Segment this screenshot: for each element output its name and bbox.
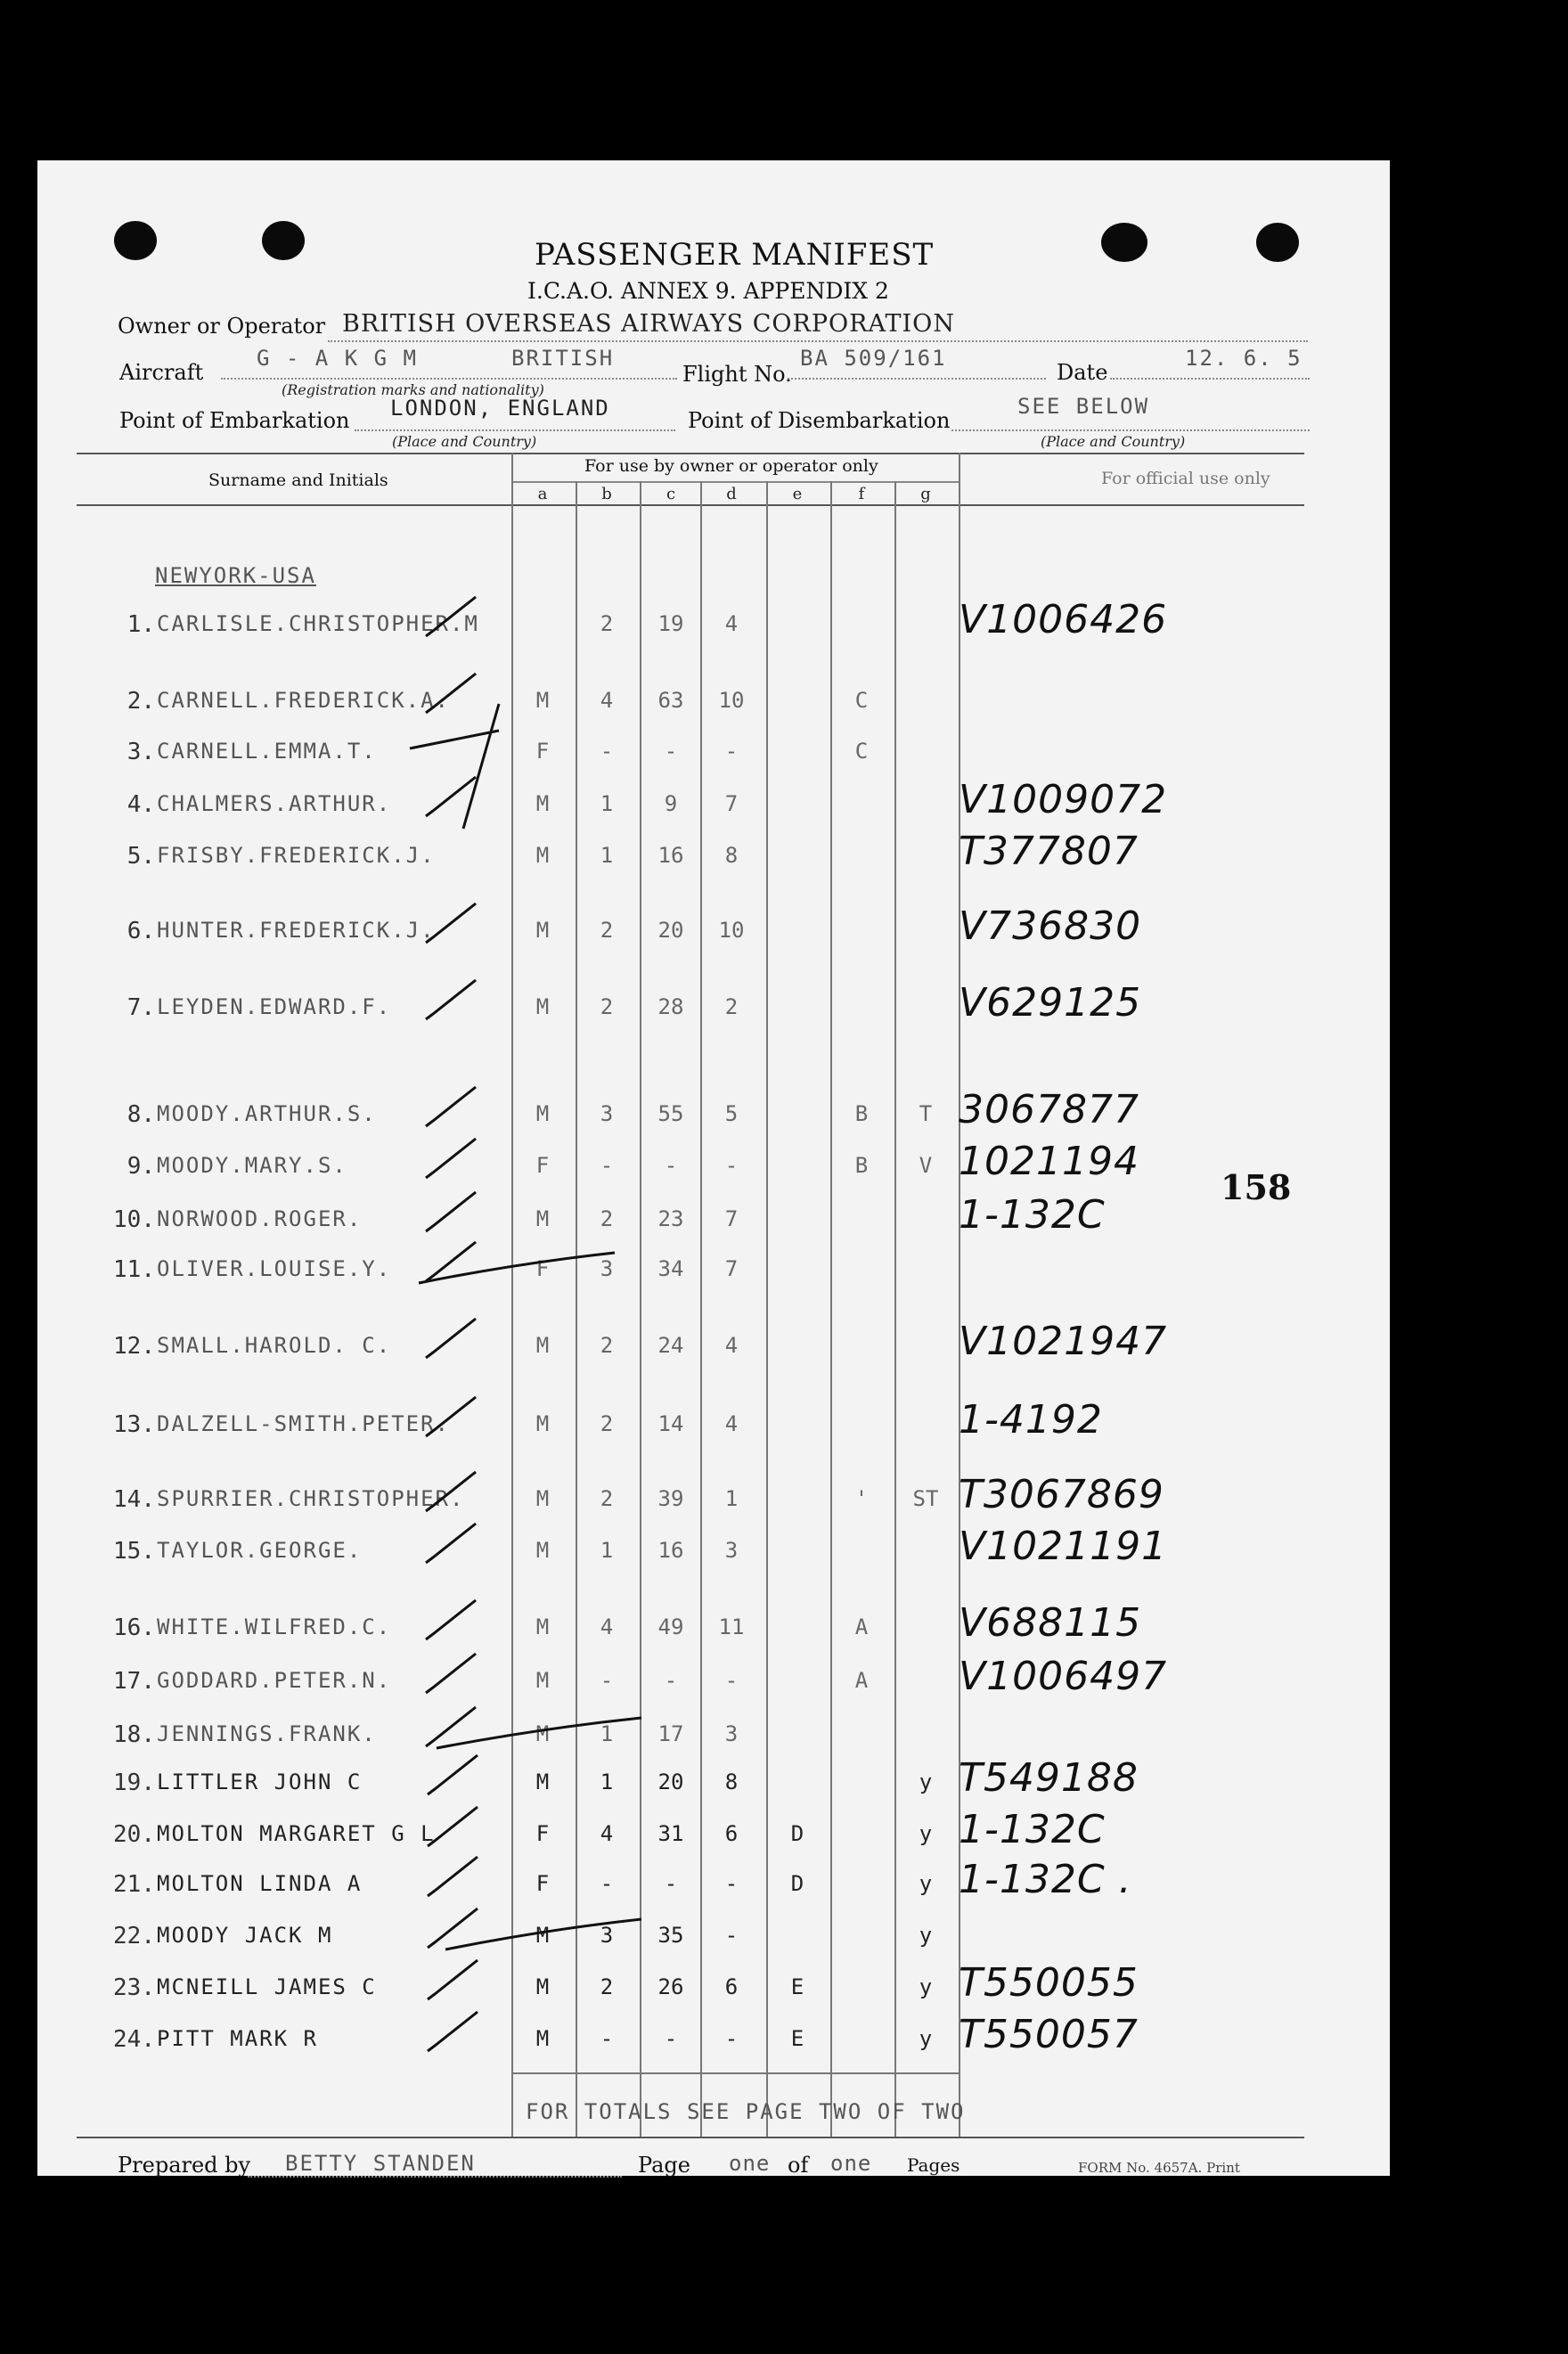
checkmark-icon	[426, 1654, 476, 1693]
totals-note: FOR TOTALS SEE PAGE TWO OF TWO	[526, 2099, 966, 2124]
cell-d: 7	[724, 791, 739, 816]
cell-f: '	[854, 1486, 869, 1511]
owner-label: Owner or Operator	[118, 314, 326, 339]
column-header-c: c	[666, 485, 676, 503]
row-number: 19.	[113, 1770, 155, 1796]
column-header-e: e	[792, 485, 803, 503]
cell-d: -	[724, 1923, 739, 1948]
cell-c: 20	[657, 1770, 684, 1794]
official-entry: T3067869	[959, 1472, 1164, 1517]
date-label: Date	[1057, 360, 1108, 385]
passenger-name: LEYDEN.EDWARD.F.	[157, 994, 392, 1019]
cell-a: M	[535, 1614, 550, 1639]
section-label: NEWYORK-USA	[155, 563, 316, 588]
cell-b: 2	[600, 611, 614, 636]
cell-c: 35	[657, 1923, 684, 1948]
page-label: Page	[638, 2153, 690, 2178]
passenger-name: NORWOOD.ROGER.	[157, 1206, 363, 1231]
row-number: 24.	[113, 2026, 155, 2053]
cell-b: 2	[600, 1974, 614, 1999]
checkmark-icon	[426, 903, 476, 943]
surname-header: Surname and Initials	[208, 470, 388, 490]
cell-a: M	[535, 1770, 550, 1794]
passenger-name: MOLTON MARGARET G L	[157, 1821, 436, 1846]
owner-value: BRITISH OVERSEAS AIRWAYS CORPORATION	[342, 310, 955, 338]
cell-a: M	[535, 1668, 550, 1693]
cell-b: 4	[600, 1821, 614, 1846]
cell-c: 28	[657, 994, 684, 1019]
strike-line	[445, 1919, 641, 1949]
cell-a: F	[535, 1256, 550, 1281]
row-number: 13.	[113, 1411, 155, 1438]
cell-a: F	[535, 739, 550, 764]
flight-value: BA 509/161	[800, 346, 947, 371]
checkmark-icon	[426, 980, 476, 1019]
cell-a: M	[535, 843, 550, 868]
cell-b: 1	[600, 1721, 614, 1746]
cell-c: 19	[657, 611, 684, 636]
of-label: of	[788, 2153, 809, 2178]
cell-c: 17	[657, 1721, 684, 1746]
cell-b: 4	[600, 1614, 614, 1639]
row-number: 6.	[127, 918, 155, 944]
row-number: 21.	[113, 1871, 155, 1898]
row-number: 18.	[113, 1721, 155, 1748]
checkmark-icon	[426, 597, 476, 636]
cell-d: 1	[724, 1486, 739, 1511]
official-entry: V1021191	[959, 1524, 1168, 1569]
passenger-name: PITT MARK R	[157, 2026, 318, 2051]
passenger-name: TAYLOR.GEORGE.	[157, 1538, 363, 1563]
passenger-name: MOODY JACK M	[157, 1923, 333, 1948]
cell-c: 26	[657, 1974, 684, 1999]
cell-d: 8	[724, 843, 739, 868]
cell-c: 23	[657, 1206, 684, 1231]
cell-g: y	[919, 1770, 933, 1794]
passenger-name: SPURRIER.CHRISTOPHER.	[157, 1486, 465, 1511]
page-subtitle: I.C.A.O. ANNEX 9. APPENDIX 2	[527, 278, 889, 304]
passenger-name: JENNINGS.FRANK.	[157, 1721, 377, 1746]
cell-d: 8	[724, 1770, 739, 1794]
passenger-name: HUNTER.FREDERICK.J.	[157, 918, 436, 943]
cell-d: 4	[724, 1333, 739, 1358]
row-number: 16.	[113, 1614, 155, 1641]
row-number: 15.	[113, 1538, 155, 1565]
cell-b: 2	[600, 1206, 614, 1231]
form-number: FORM No. 4657A. Print	[1078, 2160, 1240, 2176]
cell-d: 3	[724, 1721, 739, 1746]
aircraft-nationality: BRITISH	[511, 346, 615, 371]
cell-e: E	[790, 1974, 804, 1999]
official-entry: V629125	[959, 980, 1142, 1026]
official-entry: 1-132C	[959, 1807, 1106, 1852]
cell-b: 2	[600, 1411, 614, 1436]
cell-a: M	[535, 688, 550, 713]
strike-line	[437, 1718, 641, 1748]
cell-e: E	[790, 2026, 804, 2051]
column-header-d: d	[726, 485, 737, 503]
official-entry: T550055	[959, 1960, 1139, 2006]
passenger-name: CARNELL.FREDERICK.A.	[157, 688, 450, 713]
passenger-name: FRISBY.FREDERICK.J.	[157, 843, 436, 868]
cell-a: M	[535, 791, 550, 816]
cell-d: 10	[718, 918, 745, 943]
checkmark-icon	[428, 1960, 478, 1999]
cell-c: -	[664, 1668, 678, 1693]
checkmark-icon	[426, 1192, 476, 1231]
checkmark-icon	[428, 1755, 478, 1794]
row-number: 5.	[127, 843, 155, 870]
aircraft-note: (Registration marks and nationality)	[282, 381, 544, 398]
row-number: 14.	[113, 1486, 155, 1513]
cell-d: 4	[724, 1411, 739, 1436]
cell-a: M	[535, 1538, 550, 1563]
checkmark-icon	[428, 1807, 478, 1846]
cell-b: -	[600, 1668, 614, 1693]
cell-c: 9	[664, 791, 678, 816]
cell-b: 3	[600, 1101, 614, 1126]
embark-label: Point of Embarkation	[119, 408, 350, 433]
cell-c: 14	[657, 1411, 684, 1436]
row-number: 11.	[113, 1256, 155, 1283]
checkmark-icon	[426, 1242, 476, 1281]
pages-label: Pages	[907, 2154, 960, 2176]
checkmark-icon	[426, 1524, 476, 1563]
checkmark-icon	[428, 1909, 478, 1948]
passenger-name: OLIVER.LOUISE.Y.	[157, 1256, 392, 1281]
cell-b: 1	[600, 1538, 614, 1563]
official-entry: 1021194	[959, 1139, 1139, 1184]
margin-number: 158	[1221, 1167, 1292, 1207]
page-value: one	[729, 2151, 771, 2176]
row-number: 10.	[113, 1206, 155, 1233]
cell-d: 6	[724, 1974, 739, 1999]
checkmark-icon	[426, 1139, 476, 1178]
cell-d: 6	[724, 1821, 739, 1846]
row-number: 23.	[113, 1974, 155, 2001]
cell-c: 16	[657, 843, 684, 868]
cell-c: 55	[657, 1101, 684, 1126]
cell-b: 3	[600, 1923, 614, 1948]
passenger-name: MCNEILL JAMES C	[157, 1974, 377, 1999]
cell-g: y	[919, 1923, 933, 1948]
passenger-name: MOLTON LINDA A	[157, 1871, 363, 1896]
cell-c: -	[664, 1871, 678, 1896]
passenger-name: LITTLER JOHN C	[157, 1770, 363, 1794]
page-title: PASSENGER MANIFEST	[535, 237, 935, 273]
cell-a: M	[535, 994, 550, 1019]
cell-f: C	[854, 739, 869, 764]
cell-g: y	[919, 1974, 933, 1999]
cell-d: 5	[724, 1101, 739, 1126]
cell-g: ST	[912, 1486, 939, 1511]
cell-c: 24	[657, 1333, 684, 1358]
row-number: 4.	[127, 791, 155, 818]
cell-e: D	[790, 1871, 804, 1896]
cell-a: M	[535, 1206, 550, 1231]
cell-c: -	[664, 1153, 678, 1178]
embark-note: (Place and Country)	[392, 433, 537, 450]
flight-label: Flight No.	[682, 362, 792, 387]
passenger-name: MOODY.MARY.S.	[157, 1153, 347, 1178]
official-entry: V688115	[959, 1600, 1142, 1646]
cell-g: T	[919, 1101, 933, 1126]
official-entry: 3067877	[959, 1087, 1139, 1132]
official-entry: T550057	[959, 2012, 1139, 2057]
cell-a: M	[535, 2026, 550, 2051]
cell-c: 39	[657, 1486, 684, 1511]
cell-g: y	[919, 1871, 933, 1896]
row-number: 7.	[127, 994, 155, 1021]
column-header-a: a	[537, 485, 548, 503]
cell-d: 11	[718, 1614, 745, 1639]
cell-a: M	[535, 1101, 550, 1126]
cell-b: 1	[600, 791, 614, 816]
cell-c: 49	[657, 1614, 684, 1639]
official-entry: 1-4192	[959, 1397, 1103, 1443]
aircraft-value: G - A K G M	[257, 346, 418, 371]
cell-c: 20	[657, 918, 684, 943]
cell-d: 4	[724, 611, 739, 636]
checkmark-icon	[426, 1600, 476, 1639]
cell-c: 34	[657, 1256, 684, 1281]
cell-b: 1	[600, 1770, 614, 1794]
checkmark-icon	[426, 1472, 476, 1511]
cell-a: M	[535, 1333, 550, 1358]
prepared-value: BETTY STANDEN	[285, 2151, 476, 2176]
cell-a: F	[535, 1153, 550, 1178]
cell-f: B	[854, 1153, 869, 1178]
passenger-name: CHALMERS.ARTHUR.	[157, 791, 392, 816]
disembark-note: (Place and Country)	[1041, 433, 1186, 450]
checkmark-icon	[426, 1319, 476, 1358]
checkmark-icon	[426, 1397, 476, 1436]
cell-a: M	[535, 918, 550, 943]
cell-b: -	[600, 1871, 614, 1896]
cell-b: 2	[600, 994, 614, 1019]
official-entry: T549188	[959, 1755, 1139, 1801]
row-number: 9.	[127, 1153, 155, 1180]
cell-f: B	[854, 1101, 869, 1126]
cell-c: 31	[657, 1821, 684, 1846]
cell-b: -	[600, 739, 614, 764]
row-number: 3.	[127, 739, 155, 765]
cell-c: 63	[657, 688, 684, 713]
strike-line	[410, 704, 499, 829]
row-number: 1.	[127, 611, 155, 638]
strike-line	[419, 1253, 615, 1283]
cell-b: 2	[600, 1333, 614, 1358]
cell-b: -	[600, 1153, 614, 1178]
official-entry: V1006426	[959, 597, 1168, 642]
cell-g: y	[919, 2026, 933, 2051]
owner-use-header: For use by owner or operator only	[584, 456, 878, 476]
cell-a: M	[535, 1721, 550, 1746]
cell-a: M	[535, 1486, 550, 1511]
row-number: 12.	[113, 1333, 155, 1360]
cell-b: 2	[600, 1486, 614, 1511]
cell-c: -	[664, 2026, 678, 2051]
cell-a: M	[535, 1974, 550, 1999]
cell-d: 7	[724, 1206, 739, 1231]
row-number: 2.	[127, 688, 155, 715]
cell-b: -	[600, 2026, 614, 2051]
cell-c: -	[664, 739, 678, 764]
cell-f: A	[854, 1614, 869, 1639]
cell-a: M	[535, 1923, 550, 1948]
checkmark-icon	[426, 1087, 476, 1126]
cell-b: 3	[600, 1256, 614, 1281]
official-header: For official use only	[1101, 469, 1270, 488]
cell-d: -	[724, 1871, 739, 1896]
aircraft-label: Aircraft	[119, 360, 204, 385]
official-entry: V736830	[959, 903, 1142, 949]
cell-d: -	[724, 739, 739, 764]
cell-b: 4	[600, 688, 614, 713]
official-entry: V1006497	[959, 1654, 1168, 1699]
row-number: 8.	[127, 1101, 155, 1128]
cell-c: 16	[657, 1538, 684, 1563]
cell-a: F	[535, 1821, 550, 1846]
cell-f: C	[854, 688, 869, 713]
cell-a: F	[535, 1871, 550, 1896]
row-number: 20.	[113, 1821, 155, 1848]
passenger-name: SMALL.HAROLD. C.	[157, 1333, 392, 1358]
row-number: 17.	[113, 1668, 155, 1695]
passenger-name: WHITE.WILFRED.C.	[157, 1614, 392, 1639]
cell-b: 2	[600, 918, 614, 943]
checkmark-icon	[428, 1857, 478, 1896]
cell-b: 1	[600, 843, 614, 868]
cell-d: 2	[724, 994, 739, 1019]
prepared-label: Prepared by	[118, 2153, 251, 2178]
column-header-g: g	[920, 485, 931, 503]
checkmark-icon	[426, 674, 476, 713]
cell-f: A	[854, 1668, 869, 1693]
disembark-label: Point of Disembarkation	[688, 408, 951, 433]
column-header-f: f	[858, 485, 865, 503]
passenger-name: CARLISLE.CHRISTOPHER.M	[157, 611, 479, 636]
cell-g: V	[919, 1153, 933, 1178]
passenger-name: DALZELL-SMITH.PETER.	[157, 1411, 450, 1436]
official-entry: V1021947	[959, 1319, 1168, 1364]
cell-e: D	[790, 1821, 804, 1846]
passenger-name: MOODY.ARTHUR.S.	[157, 1101, 377, 1126]
cell-d: -	[724, 2026, 739, 2051]
disembark-value: SEE BELOW	[1017, 394, 1150, 419]
passenger-name: GODDARD.PETER.N.	[157, 1668, 392, 1693]
column-header-b: b	[601, 485, 612, 503]
row-number: 22.	[113, 1923, 155, 1949]
embark-value: LONDON, ENGLAND	[390, 396, 610, 421]
cell-d: 3	[724, 1538, 739, 1563]
official-entry: 1-132C .	[959, 1857, 1132, 1902]
checkmark-icon	[428, 2012, 478, 2051]
official-entry: V1009072	[959, 777, 1168, 822]
date-value: 12. 6. 5	[1185, 346, 1303, 371]
cell-a: M	[535, 1411, 550, 1436]
checkmark-icon	[426, 1707, 476, 1746]
passenger-name: CARNELL.EMMA.T.	[157, 739, 377, 764]
official-entry: T377807	[959, 829, 1139, 874]
cell-d: -	[724, 1153, 739, 1178]
cell-d: -	[724, 1668, 739, 1693]
official-entry: 1-132C	[959, 1192, 1106, 1238]
of-value: one	[830, 2151, 872, 2176]
cell-d: 10	[718, 688, 745, 713]
cell-d: 7	[724, 1256, 739, 1281]
cell-g: y	[919, 1821, 933, 1846]
